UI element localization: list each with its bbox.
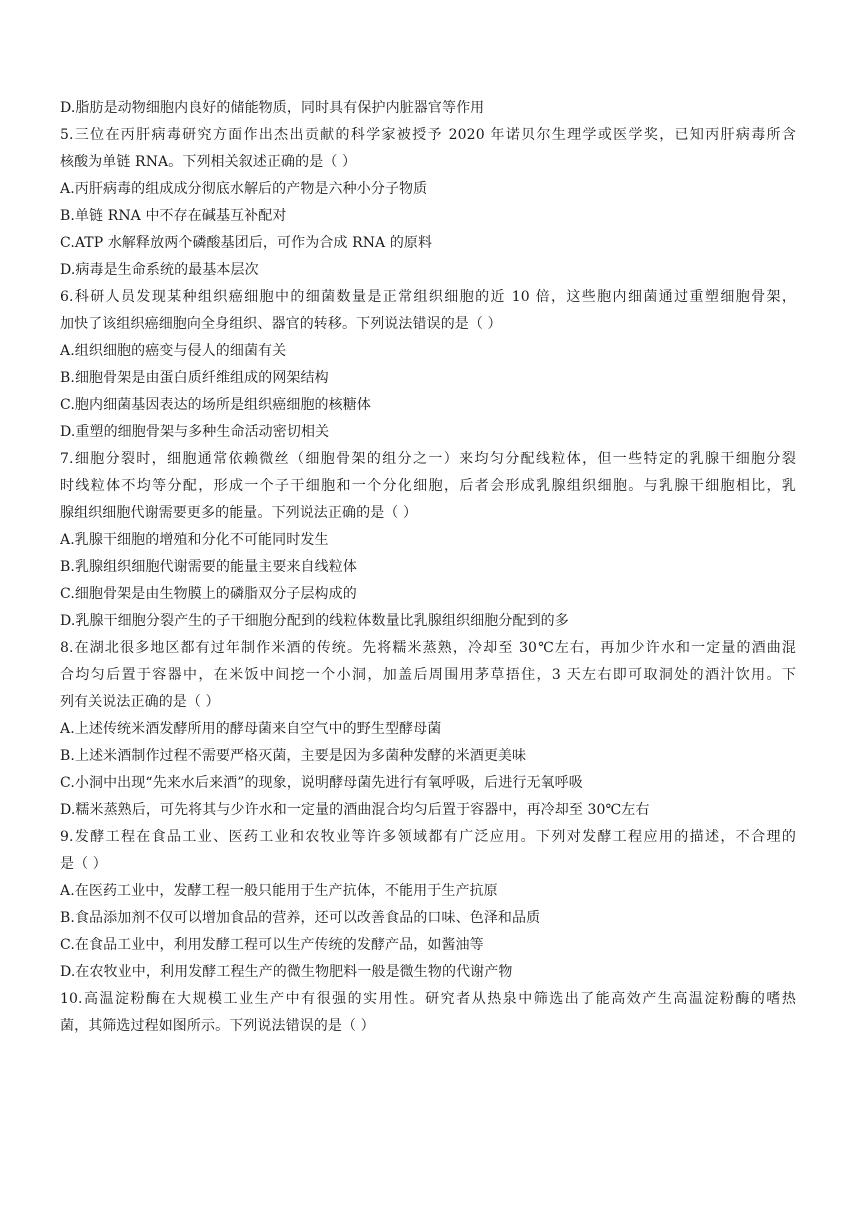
q7-option-c: C.细胞骨架是由生物膜上的磷脂双分子层构成的 [60,586,357,602]
q5-option-a: A.丙肝病毒的组成成分彻底水解后的产物是六种小分子物质 [60,181,428,197]
q7-stem-line-2: 时线粒体不均等分配，形成一个子干细胞和一个分化细胞，后者会形成乳腺组织细胞。与乳腺干细胞相比，乳 [60,478,796,494]
q8-option-c: C.小洞中出现“先来水后来酒”的现象，说明酵母菌先进行有氧呼吸，后进行无氧呼吸 [60,775,583,791]
q8-option-a: A.上述传统米酒发酵所用的酵母菌来自空气中的野生型酵母菌 [60,721,442,737]
q10-stem-line-1: 10.高温淀粉酶在大规模工业生产中有很强的实用性。研究者从热泉中筛选出了能高效产生高温淀粉酶的嗜热 [60,991,796,1007]
q9-option-a: A.在医药工业中，发酵工程一般只能用于生产抗体，不能用于生产抗原 [60,883,498,899]
q10-stem-line-2: 菌，其筛选过程如图所示。下列说法错误的是（ ） [60,1018,375,1034]
q9-option-c: C.在食品工业中，利用发酵工程可以生产传统的发酵产品，如酱油等 [60,937,484,953]
q6-option-a: A.组织细胞的癌变与侵人的细菌有关 [60,343,287,359]
q6-option-d: D.重塑的细胞骨架与多种生命活动密切相关 [60,424,330,440]
q9-stem-line-2: 是（ ） [60,856,107,872]
q7-stem-line-1: 7.细胞分裂时，细胞通常依赖微丝（细胞骨架的组分之一）来均匀分配线粒体，但一些特定的乳腺干细胞分裂 [60,451,796,467]
q5-stem-line-2: 核酸为单链 RNA。下列相关叙述正确的是（ ） [60,154,357,170]
q6-option-b: B.细胞骨架是由蛋白质纤维组成的网架结构 [60,370,329,386]
q5-option-b: B.单链 RNA 中不存在碱基互补配对 [60,208,287,224]
q6-stem-line-2: 加快了该组织癌细胞向全身组织、器官的转移。下列说法错误的是（ ） [60,316,502,332]
q6-option-c: C.胞内细菌基因表达的场所是组织癌细胞的核糖体 [60,397,371,413]
q8-option-d: D.糯米蒸熟后，可先将其与少许水和一定量的酒曲混合均匀后置于容器中，再冷却至 30℃左右 [60,802,650,818]
q8-option-b: B.上述米酒制作过程不需要严格灭菌，主要是因为多菌种发酵的米酒更美味 [60,748,527,764]
exam-page [60,95,796,1040]
q8-stem-line-2: 合均匀后置于容器中，在米饭中间挖一个小洞，加盖后周围用茅草捂住，3 天左右即可取洞处的酒汁饮用。下 [60,667,796,683]
q6-stem-line-1: 6.科研人员发现某种组织癌细胞中的细菌数量是正常组织细胞的近 10 倍，这些胞内细菌通过重塑细胞骨架， [60,289,796,305]
q5-option-d: D.病毒是生命系统的最基本层次 [60,262,259,278]
q9-stem-line-1: 9.发酵工程在食品工业、医药工业和农牧业等许多领域都有广泛应用。下列对发酵工程应用的描述，不合理的 [60,829,796,845]
q5-option-c: C.ATP 水解释放两个磷酸基团后，可作为合成 RNA 的原料 [60,235,433,251]
q7-option-a: A.乳腺干细胞的增殖和分化不可能同时发生 [60,532,329,548]
q9-option-d: D.在农牧业中，利用发酵工程生产的微生物肥料一般是微生物的代谢产物 [60,964,513,980]
q9-option-b: B.食品添加剂不仅可以增加食品的营养，还可以改善食品的口味、色泽和品质 [60,910,541,926]
q8-stem-line-1: 8.在湖北很多地区都有过年制作米酒的传统。先将糯米蒸熟，冷却至 30℃左右，再加少许水和一定量的酒曲混 [60,640,796,656]
q5-stem-line-1: 5.三位在丙肝病毒研究方面作出杰出贡献的科学家被授予 2020 年诺贝尔生理学或医学奖，已知丙肝病毒所含 [60,127,796,143]
q7-option-d: D.乳腺干细胞分裂产生的子干细胞分配到的线粒体数量比乳腺组织细胞分配到的多 [60,613,569,629]
q4-option-d: D.脂肪是动物细胞内良好的储能物质，同时具有保护内脏器官等作用 [60,100,485,116]
q7-option-b: B.乳腺组织细胞代谢需要的能量主要来自线粒体 [60,559,357,575]
q7-stem-line-3: 腺组织细胞代谢需要更多的能量。下列说法正确的是（ ） [60,505,418,521]
q8-stem-line-3: 列有关说法正确的是（ ） [60,694,220,710]
